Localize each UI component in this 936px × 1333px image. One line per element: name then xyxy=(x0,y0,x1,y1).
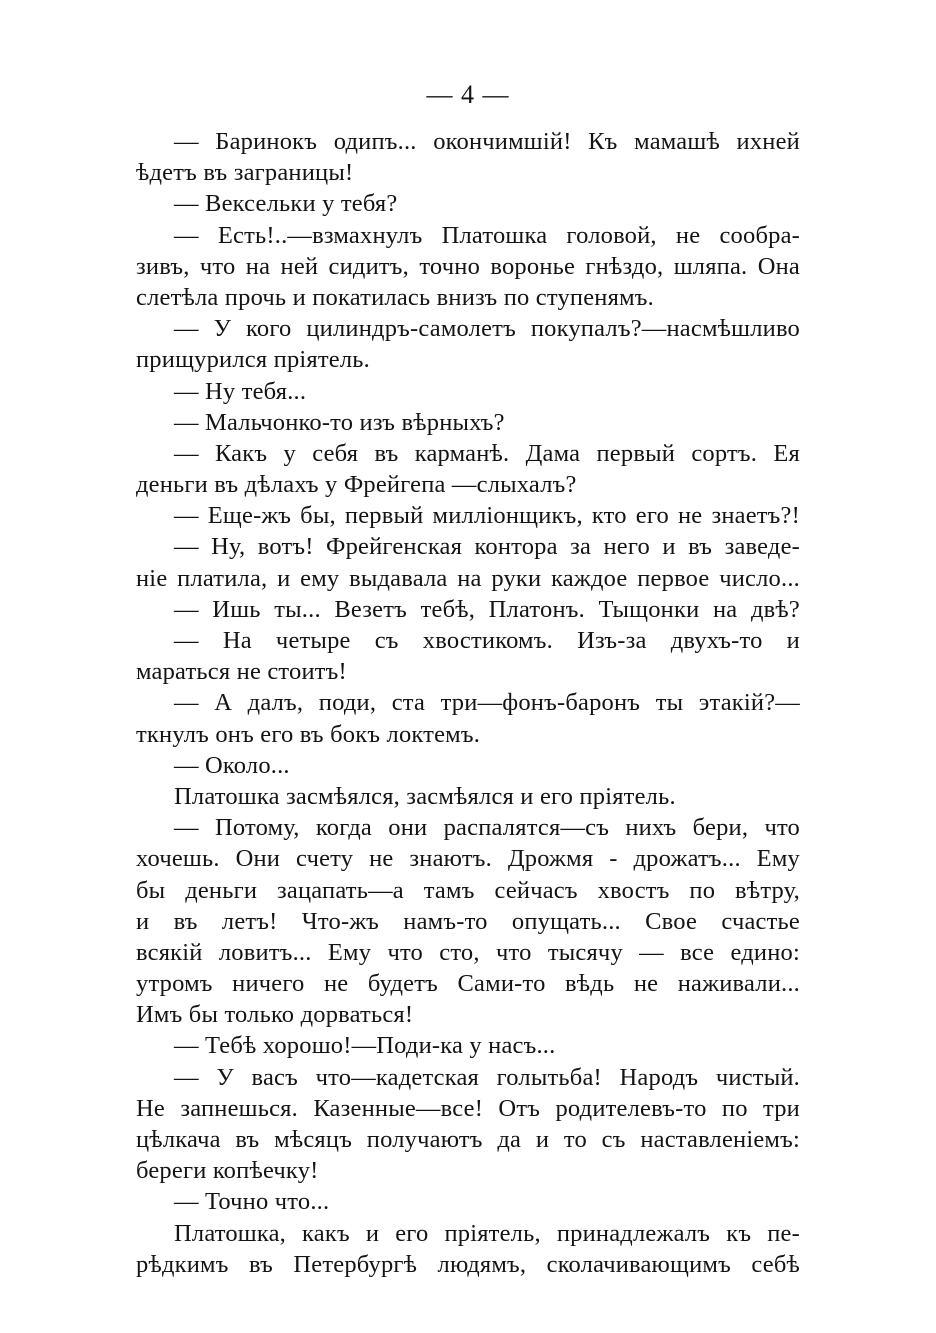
text-line: Платошка засмѣялся, засмѣялся и его пріятель. xyxy=(174,782,676,810)
text-line: слетѣла прочь и покатилась внизъ по ступенямъ. xyxy=(136,283,654,311)
text-line: ѣдетъ въ заграницы! xyxy=(136,159,354,187)
text-line: — У кого цилиндръ-самолетъ покупалъ?—насмѣшливо xyxy=(174,315,800,343)
text-line: Платошка, какъ и его пріятель, принадлежалъ къ пе- xyxy=(174,1219,800,1247)
text-line: хочешь. Они счету не знаютъ. Дрожмя - дрожатъ... Ему xyxy=(136,845,800,873)
text-line: мараться не стоитъ! xyxy=(136,658,347,686)
text-line: рѣдкимъ въ Петербургѣ людямъ, сколачивающимъ себѣ xyxy=(136,1250,800,1278)
text-line: Имъ бы только дорваться! xyxy=(136,1001,414,1029)
page-number: — 4 — xyxy=(426,80,510,109)
text-line: береги копѣечку! xyxy=(136,1157,319,1185)
text-line: — Точно что... xyxy=(174,1188,330,1216)
text-line: — Ну тебя... xyxy=(174,377,307,405)
text-line: — На четыре съ хвостикомъ. Изъ-за двухъ-то и xyxy=(174,627,800,654)
text-line: Не запнешься. Казенные—все! Отъ родителевъ-то по три xyxy=(136,1094,800,1122)
text-body xyxy=(136,126,800,1280)
text-line: — Есть!..—взмахнулъ Платошка головой, не сообра- xyxy=(174,221,800,249)
text-line: — Мальчонко-то изъ вѣрныхъ? xyxy=(174,408,505,436)
text-line: — Около... xyxy=(174,751,290,779)
text-line: деньги въ дѣлахъ у Фрейгепа —слыхалъ? xyxy=(136,471,577,499)
text-line: — Какъ у себя въ карманѣ. Дама первый сортъ. Ея xyxy=(174,439,800,467)
text-line: — Ну, вотъ! Фрейгенская контора за него и въ заведе- xyxy=(174,533,800,561)
text-line: зивъ, что на ней сидитъ, точно воронье гнѣздо, шляпа. Она xyxy=(136,252,800,280)
text-line: — Потому, когда они распалятся—съ нихъ бери, что xyxy=(174,814,800,842)
text-line: утромъ ничего не будетъ Сами-то вѣдь не наживали... xyxy=(136,970,800,998)
text-line: — Еще-жъ бы, первый милліонщикъ, кто его не знаетъ?! xyxy=(174,502,800,530)
text-line: цѣлкача въ мѣсяцъ получаютъ да и то съ наставленіемъ: xyxy=(136,1126,800,1153)
text-line: — Ишь ты... Везетъ тебѣ, Платонъ. Тыщонки на двѣ? xyxy=(174,595,800,623)
text-line: бы деньги зацапать—а тамъ сейчасъ хвостъ по вѣтру, xyxy=(136,876,800,904)
text-line: — Баринокъ одипъ... окончимшій! Къ мамашѣ ихней xyxy=(174,128,800,155)
text-line: и въ летъ! Что-жъ намъ-то опущать... Свое счастье xyxy=(136,907,800,935)
text-line: прищурился пріятель. xyxy=(136,346,370,374)
text-line: ткнулъ онъ его въ бокъ локтемъ. xyxy=(136,720,481,748)
text-line: — Вексельки у тебя? xyxy=(174,190,398,218)
text-line: — Тебѣ хорошо!—Поди-ка у насъ... xyxy=(174,1032,556,1060)
text-line: ніе платила, и ему выдавала на руки каждое первое число... xyxy=(136,564,800,592)
text-line: всякій ловитъ... Ему что сто, что тысячу — все едино: xyxy=(136,938,800,966)
text-line: — У васъ что—кадетская голытьба! Народъ чистый. xyxy=(174,1063,800,1091)
text-line: — А далъ, поди, ста три—фонъ-баронъ ты этакій?— xyxy=(174,689,800,717)
